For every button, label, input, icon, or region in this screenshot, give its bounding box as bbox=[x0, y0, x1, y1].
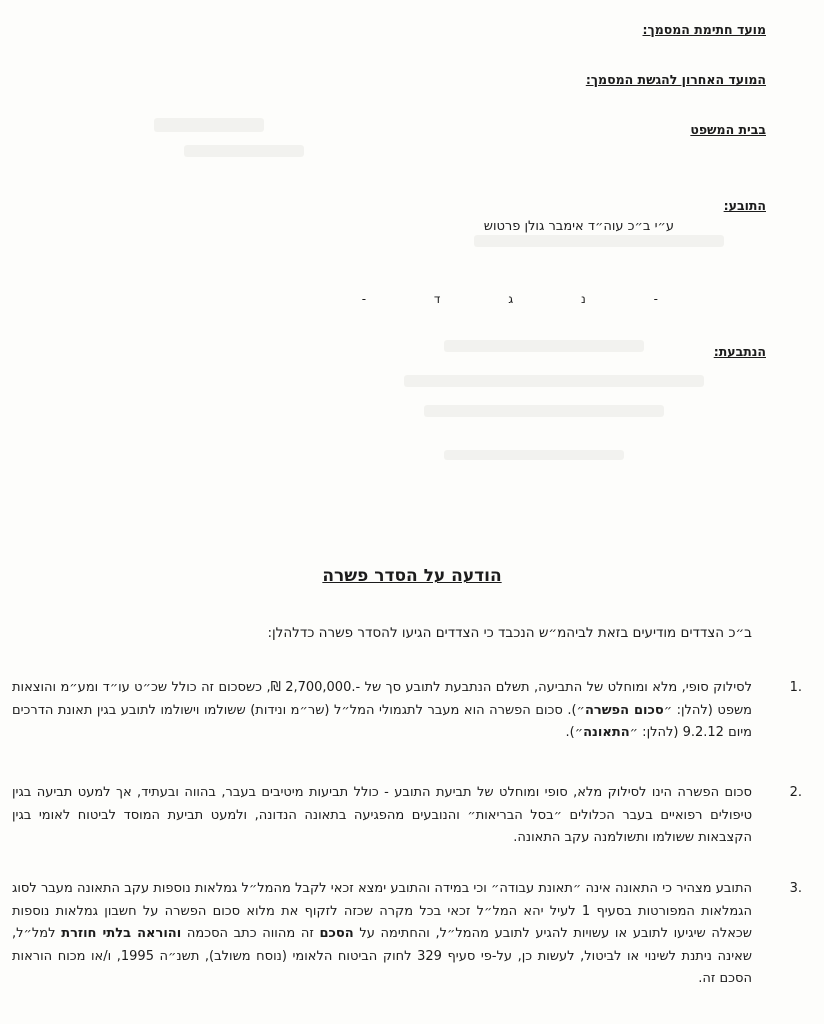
clause-number: 1. bbox=[789, 680, 802, 695]
submission-deadline-label: המועד האחרון להגשת המסמך: bbox=[585, 72, 766, 87]
clause-bold-term: התאונה bbox=[583, 725, 630, 740]
redaction-smudge bbox=[424, 405, 664, 417]
redaction-smudge bbox=[404, 375, 704, 387]
clause-text-part: ״). bbox=[565, 725, 584, 740]
intro-paragraph: ב״כ הצדדים מודיעים בזאת לביהמ״ש הנכבד כי הצדדים הגיעו להסדר פשרה כדלהלן: bbox=[267, 625, 752, 641]
clause-text: סכום הפשרה הינו לסילוק מלא, סופי ומוחלט של תביעת התובע - כולל תביעות מיטיבים בעבר, בהווה ובעתיד, אך למעט תביעה בגין טיפולים רפואיים בעבר הכלולים ״בסל הבריאות״ והנובעים מהפגיעה בתאונה הנדונה, ולמעט תביעת המוסד לביטוח לאומי בגין הקצבאות ששולמו ותשולמנה עקב התאונה. bbox=[12, 785, 752, 845]
clause-text-part: התובע מצהיר כי התאונה אינה ״תאונת עבודה״ וכי במידה והתובע ימצא זכאי לקבל מהמל״ל גמלאות נוספות עקב התאונה מעבר לסוג הגמלאות המפורטות בסעיף 1 לעיל יהא המל״ל זכאי בכל מקרה שכזה לזקוף את מלוא סכום הפשרה על חשבון גמלאות נוספות שכאלה שיגיעו לתובע או עשויות להגיע לתובע מהמל״ל, והחתימה על bbox=[12, 881, 753, 941]
redaction-smudge bbox=[444, 450, 624, 460]
clause-bold-term: הסכם bbox=[319, 926, 354, 941]
signing-date-label: מועד חתימת המסמך: bbox=[642, 22, 766, 37]
clause-bold-term: והוראה בלתי חוזרת bbox=[61, 926, 182, 941]
clause-text-part: למל״ל, שאינה ניתנת לשינוי או לביטול, לעשות כן, על-פי סעיף 329 לחוק הביטוח הלאומי (נוסח משולב), תשנ״ה 1995, ו/או מכוח הוראות הסכם זה. bbox=[12, 926, 753, 986]
clause-text bbox=[12, 677, 752, 745]
court-label: בבית המשפט bbox=[690, 122, 766, 137]
defendant-label: הנתבעת: bbox=[713, 344, 766, 359]
redaction-smudge bbox=[474, 235, 724, 247]
redaction-smudge bbox=[154, 118, 264, 132]
clause-number: 2. bbox=[789, 785, 802, 800]
versus-separator: - נ ג ד - bbox=[361, 292, 690, 306]
plaintiff-counsel: ע״י ב״כ עוה״ד אימבר גולן פרטוש bbox=[483, 219, 674, 234]
clause-text-part: ״). סכום הפשרה הוא מעבר לתגמולי המל״ל (שר״מ ונידות) ששולמו וישולמו לתובע בגין תאונת הדרכים מיום 9.2.12 (להלן: ״ bbox=[12, 702, 752, 740]
plaintiff-label: התובע: bbox=[723, 198, 766, 213]
clause-number: 3. bbox=[789, 881, 802, 896]
clause-1 bbox=[12, 677, 802, 745]
clause-text-part: לסילוק סופי, מלא ומוחלט של התביעה, תשלם הנתבעת לתובע סך של -.2,700,000 ₪, כשסכום זה כולל שכ״ט עו״ד ומע״מ והוצאות משפט (להלן: ״ bbox=[12, 680, 753, 718]
redaction-smudge bbox=[444, 340, 644, 352]
document-title: הודעה על הסדר פשרה bbox=[322, 566, 502, 586]
redaction-smudge bbox=[184, 145, 304, 157]
clause-3 bbox=[12, 878, 802, 991]
clause-bold-term: סכום הפשרה bbox=[584, 702, 664, 718]
clause-2 bbox=[12, 782, 802, 850]
clause-text bbox=[12, 878, 752, 991]
clause-text-part: זה מהווה כתב הסכמה bbox=[181, 926, 320, 941]
